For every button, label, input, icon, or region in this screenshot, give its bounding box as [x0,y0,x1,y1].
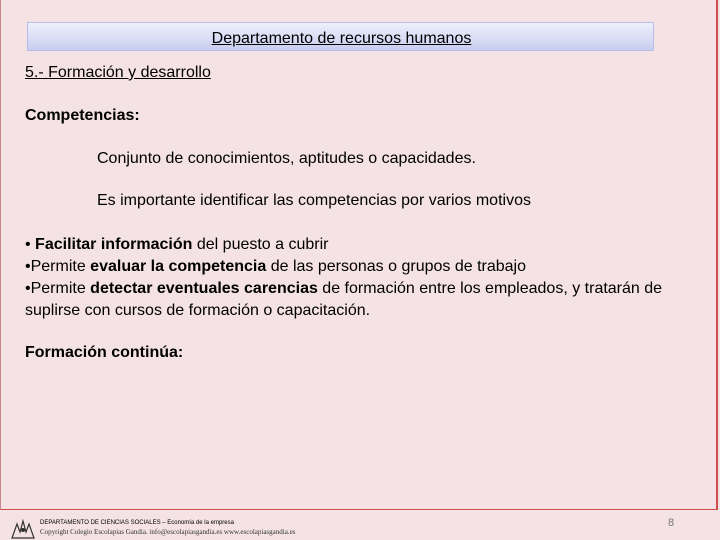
bullet-bold-text: detectar eventuales carencias [90,280,318,297]
bullet-bold-text: Facilitar información [35,236,193,253]
definition-text: Conjunto de conocimientos, aptitudes o capacidades. [97,150,476,167]
bullet-list [25,234,665,322]
bullet-item [25,256,665,278]
bullet-bold-text: evaluar la competencia [90,258,267,275]
slide-title: Departamento de recursos humanos [211,30,472,47]
competencias-heading: Competencias: [25,107,140,124]
bullet-prefix: •Permite [25,258,91,275]
importance-text: Es importante identificar las competencias por varios motivos [97,192,531,209]
school-logo-icon [10,518,36,540]
page-number: 8 [668,517,675,529]
bullet-prefix: • [25,236,36,253]
bullet-text: de formación entre los empleados, y tratarán de suplirse con cursos de formación o capacitación. [25,280,663,319]
slide-footer [0,512,720,540]
bullet-text: de las personas o grupos de trabajo [266,258,526,275]
bullet-text: del puesto a cubrir [192,236,329,253]
bullet-item [25,234,665,256]
copyright-text: Copyright Colegio Escolapias Gandia. info@escolapiasgandia.es www.escolapiasgandia.es [40,528,296,536]
title-bar [27,22,654,51]
section-subtitle: 5.- Formación y desarrollo [25,64,211,81]
department-text: DEPARTAMENTO DE CIENCIAS SOCIALES – Economía de la empresa [40,520,234,526]
bullet-item [25,278,665,322]
formacion-continua-heading: Formación continúa: [25,344,184,361]
bullet-prefix: •Permite [25,280,91,297]
